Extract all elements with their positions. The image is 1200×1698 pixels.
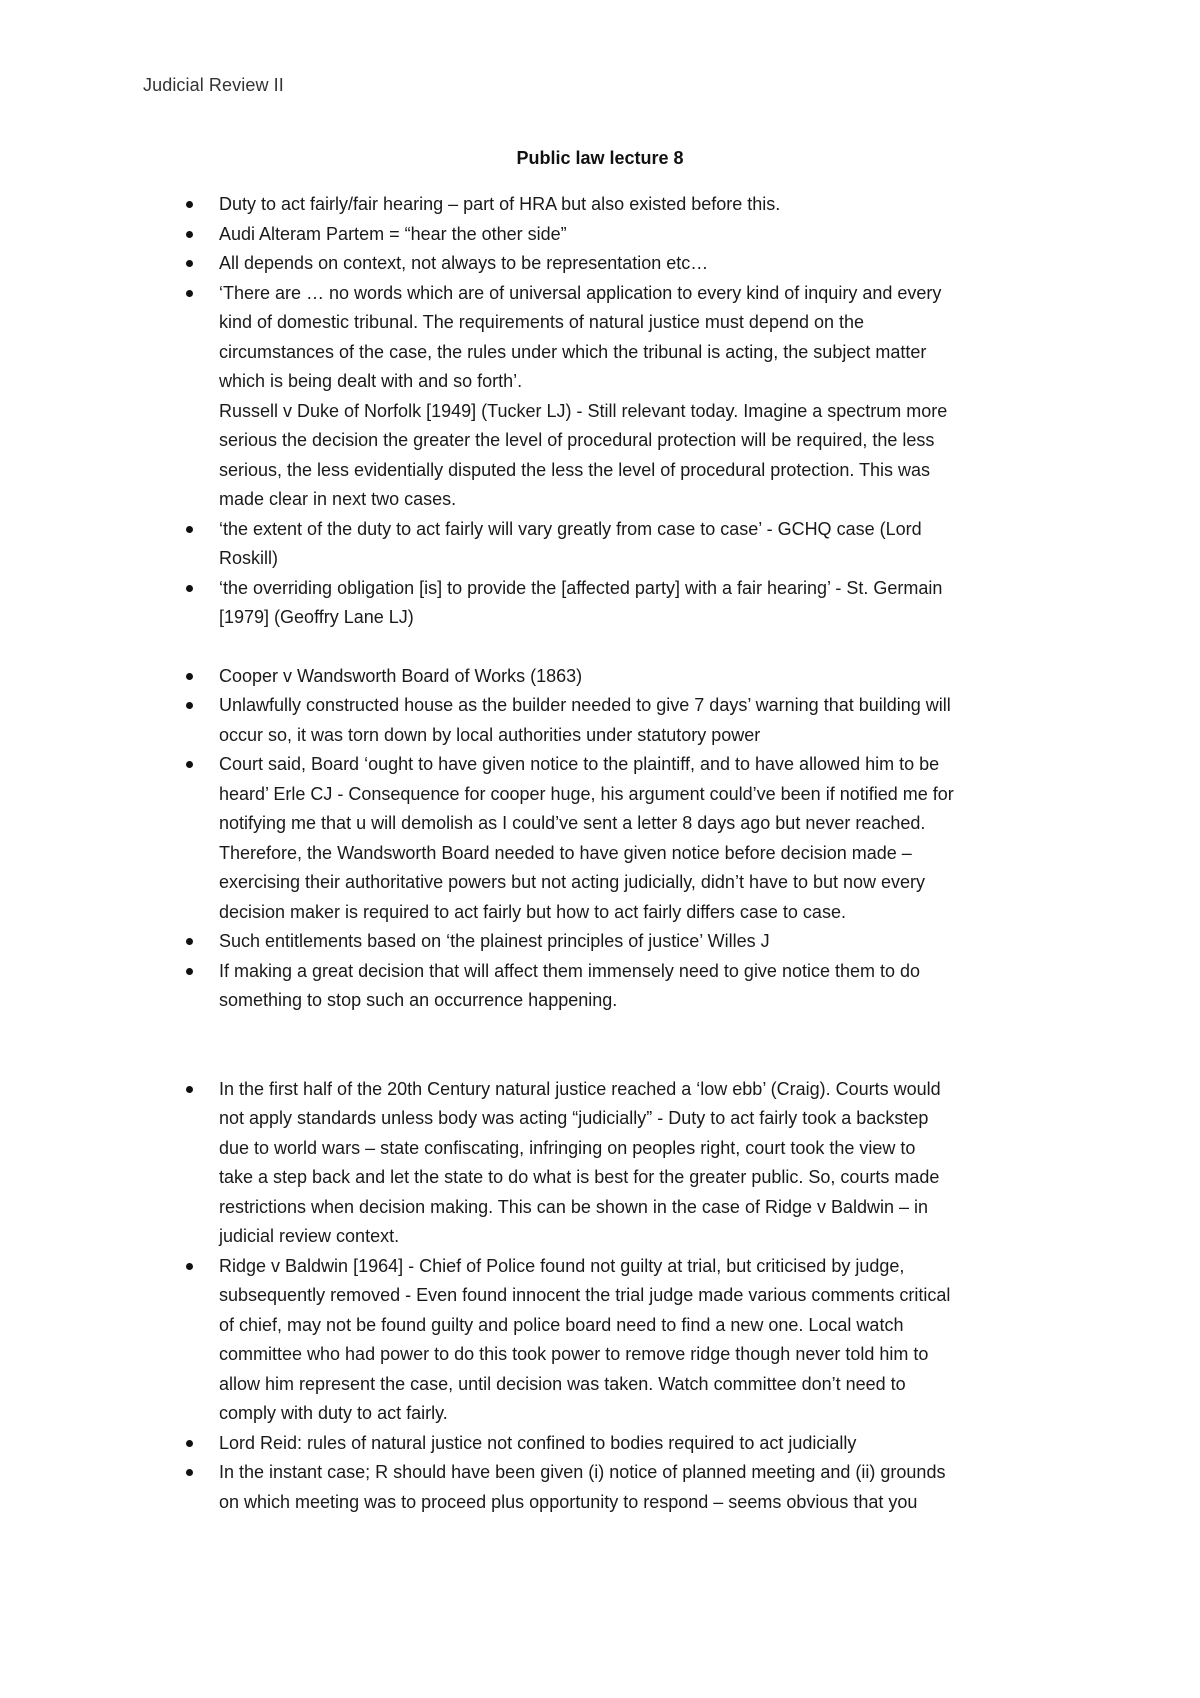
bullet-item — [0, 927, 1059, 957]
bullet-line: decision maker is required to act fairly but how to act fairly differs case to case. — [219, 901, 846, 922]
bullet-line: In the first half of the 20th Century natural justice reached a ‘low ebb’ (Craig). Courts would — [219, 1078, 941, 1099]
section-spacer — [0, 633, 1200, 662]
bullet-item — [0, 957, 1059, 1016]
bullet-line: subsequently removed - Even found innocent the trial judge made various comments critical — [219, 1285, 951, 1305]
bullet-line: Audi Alteram Partem = “hear the other side” — [219, 223, 567, 244]
bullet-line: If making a great decision that will affect them immensely need to give notice them to do — [219, 960, 921, 981]
bullet-item — [0, 190, 1059, 220]
bullet-line: Therefore, the Wandsworth Board needed to have given notice before decision made – — [219, 842, 912, 863]
bullet-line: In the instant case; R should have been given (i) notice of planned meeting and (ii) grounds — [219, 1462, 946, 1482]
bullet-dot-icon — [186, 526, 193, 533]
bullet-line: ‘the overriding obligation [is] to provide the [affected party] with a fair hearing’ - St. Germain — [219, 577, 943, 598]
bullet-list — [0, 190, 1200, 633]
bullet-line: committee who had power to do this took power to remove ridge though never told him to — [219, 1344, 929, 1364]
bullet-line: ‘There are … no words which are of universal application to every kind of inquiry and every — [219, 282, 942, 303]
bullet-list — [0, 1075, 1200, 1518]
bullet-line: serious the decision the greater the level of procedural protection will be required, the less — [219, 430, 935, 450]
bullet-dot-icon — [186, 585, 193, 592]
bullet-line: Such entitlements based on ‘the plainest principles of justice’ Willes J — [219, 931, 770, 951]
bullet-line: judicial review context. — [219, 1226, 400, 1246]
bullet-line: serious, the less evidentially disputed the less the level of procedural protection. This was — [219, 459, 931, 480]
bullet-item — [0, 1458, 1059, 1517]
bullet-line: which is being dealt with and so forth’. — [219, 371, 523, 391]
bullet-line: ‘the extent of the duty to act fairly will vary greatly from case to case’ - GCHQ case (Lord — [219, 518, 922, 539]
section-spacer — [0, 1016, 1200, 1075]
bullet-line: Court said, Board ‘ought to have given notice to the plaintiff, and to have allowed him to be — [219, 754, 940, 774]
bullet-dot-icon — [186, 938, 193, 945]
bullet-item — [0, 1429, 1059, 1459]
bullet-dot-icon — [186, 260, 193, 267]
bullet-line: exercising their authoritative powers but not acting judicially, didn’t have to but now every — [219, 872, 926, 892]
bullet-list — [0, 662, 1200, 1016]
bullet-dot-icon — [186, 968, 193, 975]
bullet-line: on which meeting was to proceed plus opportunity to respond – seems obvious that you — [219, 1491, 918, 1512]
bullet-line: heard’ Erle CJ - Consequence for cooper huge, his argument could’ve been if notified me for — [219, 783, 954, 804]
bullet-item — [0, 279, 1059, 515]
bullet-item — [0, 249, 1059, 279]
bullet-item — [0, 1075, 1059, 1252]
bullet-item — [0, 662, 1059, 692]
bullet-item — [0, 691, 1059, 750]
bullet-line: circumstances of the case, the rules under which the tribunal is acting, the subject matter — [219, 341, 927, 362]
bullet-line: something to stop such an occurrence happening. — [219, 990, 618, 1010]
bullet-line: occur so, it was torn down by local authorities under statutory power — [219, 724, 761, 745]
bullet-dot-icon — [186, 201, 193, 208]
bullet-dot-icon — [186, 761, 193, 768]
bullet-item — [0, 1252, 1059, 1429]
bullet-dot-icon — [186, 231, 193, 238]
bullet-item — [0, 220, 1059, 250]
bullet-item — [0, 515, 1059, 574]
bullet-line: Cooper v Wandsworth Board of Works (1863) — [219, 665, 583, 686]
bullet-line: take a step back and let the state to do what is best for the greater public. So, courts made — [219, 1167, 940, 1187]
bullet-item — [0, 750, 1059, 927]
bullet-line: Lord Reid: rules of natural justice not confined to bodies required to act judicially — [219, 1432, 857, 1453]
page-title: Public law lecture 8 — [516, 148, 684, 168]
bullet-line: of chief, may not be found guilty and police board need to find a new one. Local watch — [219, 1314, 904, 1335]
bullet-dot-icon — [186, 673, 193, 680]
bullet-line: notifying me that u will demolish as I could’ve sent a letter 8 days ago but never reached. — [219, 813, 926, 833]
bullet-line: Duty to act fairly/fair hearing – part of HRA but also existed before this. — [219, 194, 781, 214]
bullet-line: Ridge v Baldwin [1964] - Chief of Police found not guilty at trial, but criticised by judge, — [219, 1255, 905, 1276]
bullet-line: Russell v Duke of Norfolk [1949] (Tucker LJ) - Still relevant today. Imagine a spectrum more — [219, 400, 948, 421]
bullet-line: not apply standards unless body was acting “judicially” - Duty to act fairly took a backstep — [219, 1108, 929, 1128]
bullet-item — [0, 574, 1059, 633]
bullet-line: All depends on context, not always to be representation etc… — [219, 253, 709, 273]
bullet-line: due to world wars – state confiscating, infringing on peoples right, court took the view to — [219, 1137, 916, 1158]
bullet-line: made clear in next two cases. — [219, 489, 457, 509]
bullet-line: restrictions when decision making. This can be shown in the case of Ridge v Baldwin – in — [219, 1196, 929, 1217]
notes-body — [0, 190, 1200, 1517]
bullet-dot-icon — [186, 1469, 193, 1476]
bullet-dot-icon — [186, 1263, 193, 1270]
bullet-dot-icon — [186, 1086, 193, 1093]
bullet-dot-icon — [186, 702, 193, 709]
bullet-line: comply with duty to act fairly. — [219, 1403, 448, 1423]
bullet-line: kind of domestic tribunal. The requirements of natural justice must depend on the — [219, 312, 865, 332]
bullet-line: allow him represent the case, until decision was taken. Watch committee don’t need to — [219, 1373, 906, 1394]
bullet-line: Unlawfully constructed house as the builder needed to give 7 days’ warning that building will — [219, 695, 951, 715]
bullet-line: [1979] (Geoffry Lane LJ) — [219, 607, 414, 627]
bullet-dot-icon — [186, 1440, 193, 1447]
bullet-dot-icon — [186, 290, 193, 297]
bullet-line: Roskill) — [219, 548, 279, 568]
page-header: Judicial Review II — [143, 75, 284, 95]
